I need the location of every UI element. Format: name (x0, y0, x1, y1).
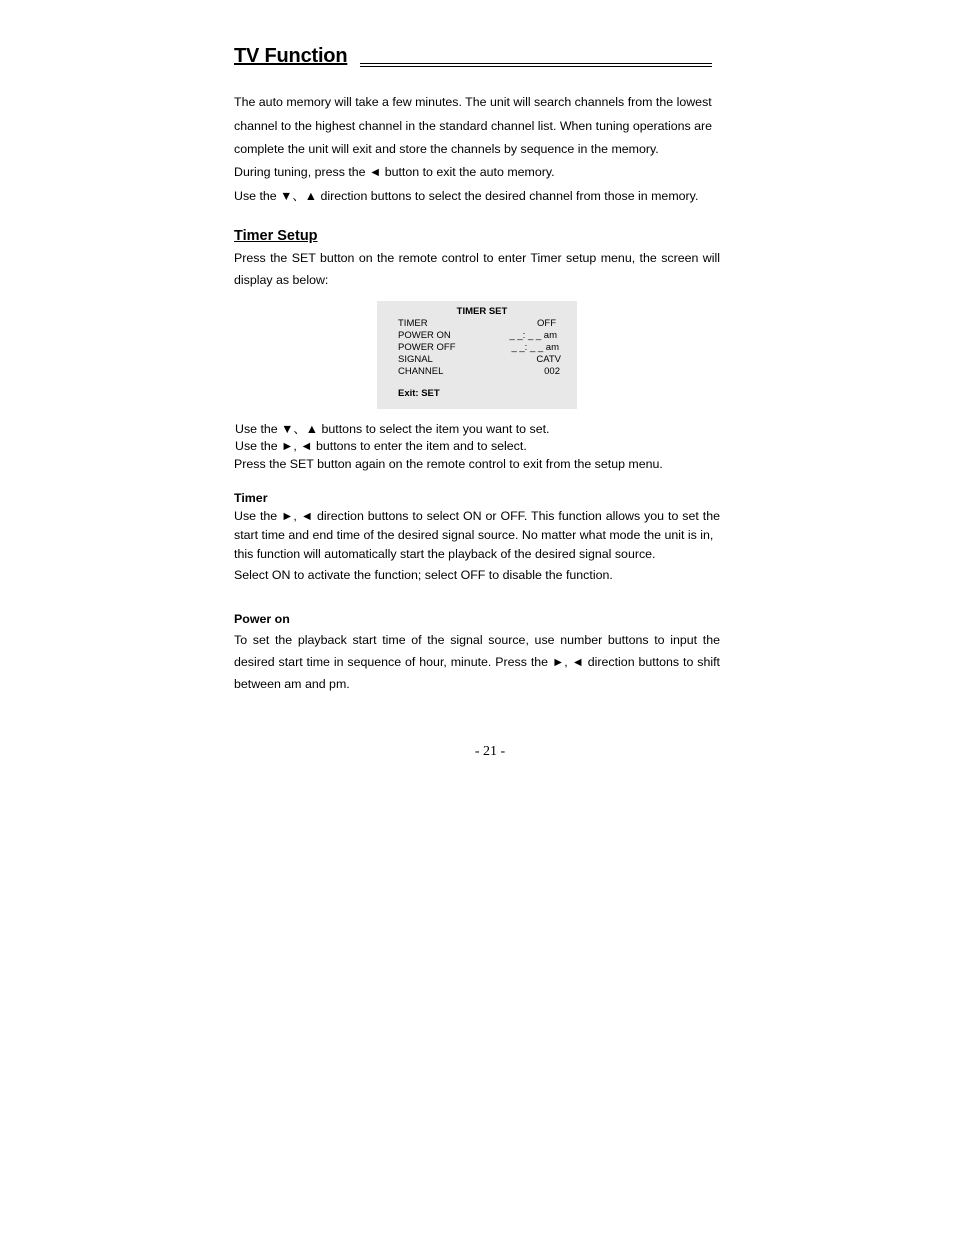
menu-row-label: TIMER (398, 318, 428, 329)
power-on-heading: Power on (234, 612, 290, 626)
intro-line-2: channel to the highest channel in the standard channel list. When tuning operations are (234, 119, 713, 133)
menu-title: TIMER SET (456, 306, 508, 317)
menu-row-value: CATV (536, 354, 561, 365)
instruction-line-2: Use the ►, ◄ buttons to enter the item and to select. (235, 439, 527, 453)
timer-line-1: Use the ►, ◄ direction buttons to select ON or OFF. This function allows you to set the (234, 509, 720, 523)
page-title: TV Function (234, 45, 348, 67)
menu-row-value: _ _: _ _ am (511, 342, 559, 353)
timer-line-4: Select ON to activate the function; select OFF to disable the function. (234, 568, 613, 582)
menu-row-label: POWER ON (398, 330, 451, 341)
menu-row-label: SIGNAL (398, 354, 433, 365)
timer-setup-line-2: display as below: (234, 273, 329, 287)
instruction-line-1: Use the ▼、▲ buttons to select the item you want to set. (235, 422, 550, 436)
menu-row-value: OFF (537, 318, 556, 329)
timer-set-menu-screen (377, 301, 577, 409)
intro-line-5: Use the ▼、▲ direction buttons to select the desired channel from those in memory. (234, 189, 699, 203)
timer-heading: Timer (234, 491, 268, 505)
menu-exit-hint: Exit: SET (398, 388, 440, 399)
menu-row-value: _ _: _ _ am (509, 330, 557, 341)
title-rule (360, 63, 712, 67)
page-number: - 21 - (474, 744, 506, 759)
menu-row-label: CHANNEL (398, 366, 444, 377)
intro-line-1: The auto memory will take a few minutes. The unit will search channels from the lowest (234, 95, 712, 109)
intro-line-4: During tuning, press the ◄ button to exit the auto memory. (234, 165, 555, 179)
menu-row-value: 002 (544, 366, 560, 377)
power-on-line-3: between am and pm. (234, 677, 350, 691)
power-on-line-2: desired start time in sequence of hour, minute. Press the ►, ◄ direction buttons to shift (234, 655, 720, 669)
timer-setup-line-1: Press the SET button on the remote control to enter Timer setup menu, the screen will (234, 251, 720, 265)
menu-row-label: POWER OFF (398, 342, 456, 353)
instruction-line-3: Press the SET button again on the remote control to exit from the setup menu. (234, 457, 663, 471)
timer-setup-heading: Timer Setup (234, 228, 318, 244)
timer-line-2: start time and end time of the desired signal source. No matter what mode the unit is in, (234, 528, 714, 542)
intro-line-3: complete the unit will exit and store the channels by sequence in the memory. (234, 142, 659, 156)
power-on-line-1: To set the playback start time of the signal source, use number buttons to input the (234, 633, 720, 647)
timer-line-3: this function will automatically start the playback of the desired signal source. (234, 547, 656, 561)
